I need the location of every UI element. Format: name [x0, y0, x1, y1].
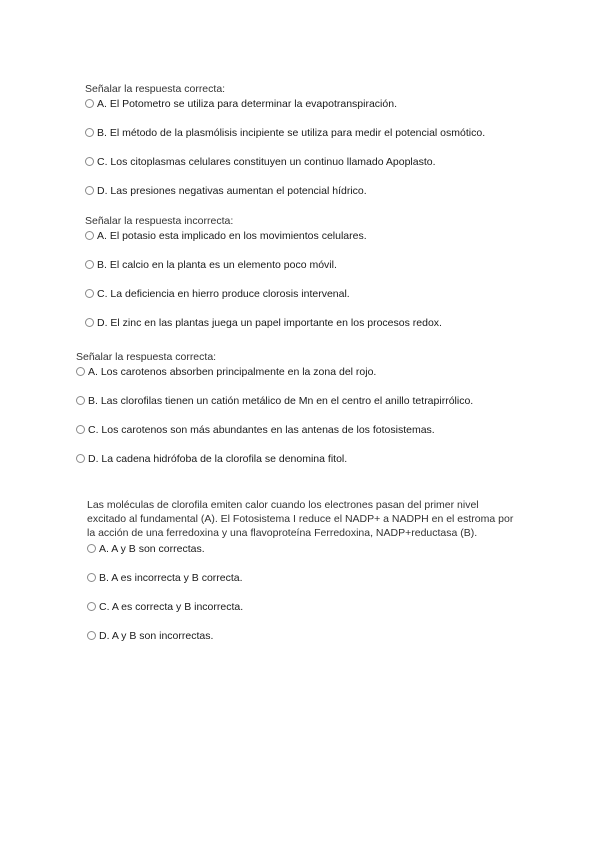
option-label: C. A es correcta y B incorrecta. [99, 600, 244, 613]
option-label: D. El zinc en las plantas juega un papel importante en los procesos redox. [97, 316, 442, 329]
question-stem: Las moléculas de clorofila emiten calor cuando los electrones pasan del primer nivel excitado al fundamental (A). El Fotosistema I reduce el NADP+ a NADPH en el estroma por la acción de una ferredoxina y una flavoproteína Ferredoxina, NADP+reductasa (B). [87, 499, 514, 539]
option-label: B. El método de la plasmólisis incipiente se utiliza para medir el potencial osmótico. [97, 126, 486, 139]
option-c[interactable] [76, 423, 473, 436]
radio-button[interactable] [85, 260, 94, 269]
question-prompt: Señalar la respuesta incorrecta: [85, 215, 234, 227]
radio-button[interactable] [76, 396, 85, 405]
radio-button[interactable] [76, 454, 85, 463]
option-a[interactable] [85, 97, 485, 110]
radio-button[interactable] [87, 573, 96, 582]
option-a[interactable] [76, 365, 473, 378]
option-d[interactable] [85, 316, 442, 329]
option-a[interactable] [85, 229, 442, 242]
option-d[interactable] [85, 184, 485, 197]
option-label: D. Las presiones negativas aumentan el potencial hídrico. [97, 184, 367, 197]
option-c[interactable] [87, 600, 517, 613]
option-label: A. El Potometro se utiliza para determinar la evapotranspiración. [97, 97, 397, 110]
radio-button[interactable] [76, 367, 85, 376]
option-label: C. La deficiencia en hierro produce clorosis intervenal. [97, 287, 350, 300]
option-label: D. A y B son incorrectas. [99, 629, 214, 642]
radio-button[interactable] [87, 544, 96, 553]
option-a[interactable] [87, 542, 517, 555]
question-prompt: Señalar la respuesta correcta: [85, 83, 226, 95]
option-label: C. Los citoplasmas celulares constituyen un continuo llamado Apoplasto. [97, 155, 436, 168]
option-label: A. A y B son correctas. [99, 542, 205, 555]
question-prompt: Señalar la respuesta correcta: [76, 351, 217, 363]
question-4 [87, 498, 517, 642]
radio-button[interactable] [85, 99, 94, 108]
radio-button[interactable] [87, 602, 96, 611]
option-d[interactable] [87, 629, 517, 642]
radio-button[interactable] [85, 289, 94, 298]
option-b[interactable] [87, 571, 517, 584]
option-label: B. A es incorrecta y B correcta. [99, 571, 243, 584]
option-label: A. El potasio esta implicado en los movimientos celulares. [97, 229, 367, 242]
option-c[interactable] [85, 287, 442, 300]
radio-button[interactable] [85, 128, 94, 137]
option-b[interactable] [76, 394, 473, 407]
option-c[interactable] [85, 155, 485, 168]
option-label: B. El calcio en la planta es un elemento poco móvil. [97, 258, 337, 271]
radio-button[interactable] [85, 157, 94, 166]
radio-button[interactable] [76, 425, 85, 434]
option-b[interactable] [85, 126, 485, 139]
radio-button[interactable] [87, 631, 96, 640]
question-2 [85, 215, 442, 329]
option-b[interactable] [85, 258, 442, 271]
radio-button[interactable] [85, 231, 94, 240]
radio-button[interactable] [85, 186, 94, 195]
option-label: A. Los carotenos absorben principalmente en la zona del rojo. [88, 365, 377, 378]
question-1 [85, 83, 485, 197]
option-label: C. Los carotenos son más abundantes en las antenas de los fotosistemas. [88, 423, 435, 436]
radio-button[interactable] [85, 318, 94, 327]
question-3 [76, 351, 473, 465]
option-d[interactable] [76, 452, 473, 465]
option-label: D. La cadena hidrófoba de la clorofila se denomina fitol. [88, 452, 348, 465]
option-label: B. Las clorofilas tienen un catión metálico de Mn en el centro el anillo tetrapirrólico. [88, 394, 474, 407]
